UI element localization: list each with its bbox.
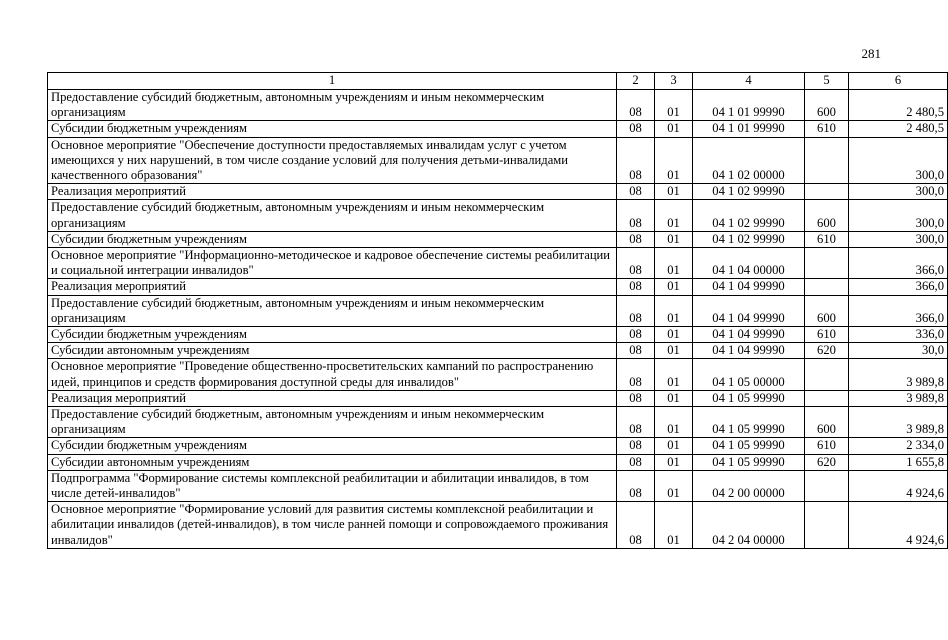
- row-type-cell: [805, 390, 849, 406]
- row-type-cell: [805, 502, 849, 549]
- row-subsection-cell: 01: [655, 470, 693, 501]
- row-type-cell: [805, 470, 849, 501]
- row-sum-cell: 2 480,5: [849, 90, 948, 121]
- row-code-cell: 04 1 01 99990: [693, 121, 805, 137]
- row-code-cell: 04 1 04 99990: [693, 343, 805, 359]
- header-col-5: 5: [805, 73, 849, 90]
- row-sum-cell: 2 334,0: [849, 438, 948, 454]
- row-code-cell: 04 1 02 99990: [693, 200, 805, 231]
- budget-table: [47, 72, 948, 549]
- row-section-cell: 08: [617, 470, 655, 501]
- page-number: 281: [861, 46, 881, 61]
- row-name-cell: Субсидии автономным учреждениям: [48, 343, 617, 359]
- row-sum-cell: 3 989,8: [849, 407, 948, 438]
- table-row: [48, 502, 948, 549]
- row-section-cell: 08: [617, 390, 655, 406]
- row-sum-cell: 2 480,5: [849, 121, 948, 137]
- row-code-cell: 04 1 04 99990: [693, 279, 805, 295]
- row-subsection-cell: 01: [655, 279, 693, 295]
- row-code-cell: 04 1 05 99990: [693, 438, 805, 454]
- row-subsection-cell: 01: [655, 90, 693, 121]
- row-sum-cell: 4 924,6: [849, 470, 948, 501]
- header-col-2: 2: [617, 73, 655, 90]
- row-sum-cell: 300,0: [849, 231, 948, 247]
- row-name-cell: Реализация мероприятий: [48, 279, 617, 295]
- row-subsection-cell: 01: [655, 343, 693, 359]
- row-code-cell: 04 1 02 00000: [693, 137, 805, 184]
- row-sum-cell: 1 655,8: [849, 454, 948, 470]
- row-subsection-cell: 01: [655, 200, 693, 231]
- row-subsection-cell: 01: [655, 295, 693, 326]
- row-name-cell: Предоставление субсидий бюджетным, автономным учреждениям и иным некоммерческим организациям: [48, 200, 617, 231]
- row-code-cell: 04 1 02 99990: [693, 231, 805, 247]
- row-section-cell: 08: [617, 248, 655, 279]
- row-section-cell: 08: [617, 295, 655, 326]
- table-row: [48, 279, 948, 295]
- row-code-cell: 04 1 04 99990: [693, 295, 805, 326]
- row-sum-cell: 336,0: [849, 327, 948, 343]
- row-code-cell: 04 1 05 99990: [693, 407, 805, 438]
- row-section-cell: 08: [617, 454, 655, 470]
- row-name-cell: Реализация мероприятий: [48, 184, 617, 200]
- row-type-cell: [805, 359, 849, 390]
- row-sum-cell: 3 989,8: [849, 390, 948, 406]
- row-subsection-cell: 01: [655, 502, 693, 549]
- row-type-cell: 610: [805, 327, 849, 343]
- table-row: [48, 231, 948, 247]
- row-section-cell: 08: [617, 407, 655, 438]
- table-row: [48, 184, 948, 200]
- row-name-cell: Субсидии бюджетным учреждениям: [48, 327, 617, 343]
- row-subsection-cell: 01: [655, 407, 693, 438]
- table-row: [48, 343, 948, 359]
- table-row: [48, 90, 948, 121]
- row-code-cell: 04 1 05 99990: [693, 454, 805, 470]
- row-sum-cell: 4 924,6: [849, 502, 948, 549]
- row-subsection-cell: 01: [655, 137, 693, 184]
- row-type-cell: [805, 279, 849, 295]
- row-code-cell: 04 1 05 00000: [693, 359, 805, 390]
- row-section-cell: 08: [617, 502, 655, 549]
- row-code-cell: 04 1 05 99990: [693, 390, 805, 406]
- row-type-cell: 600: [805, 407, 849, 438]
- row-code-cell: 04 2 04 00000: [693, 502, 805, 549]
- row-code-cell: 04 1 02 99990: [693, 184, 805, 200]
- row-name-cell: Субсидии бюджетным учреждениям: [48, 438, 617, 454]
- row-name-cell: Основное мероприятие "Проведение общественно-просветительских кампаний по распространению идей, принципов и средств формирования доступной среды для инвалидов": [48, 359, 617, 390]
- row-name-cell: Подпрограмма "Формирование системы комплексной реабилитации и абилитации инвалидов, в том числе детей-инвалидов": [48, 470, 617, 501]
- row-type-cell: 600: [805, 200, 849, 231]
- row-type-cell: [805, 184, 849, 200]
- row-subsection-cell: 01: [655, 248, 693, 279]
- row-type-cell: 600: [805, 90, 849, 121]
- row-subsection-cell: 01: [655, 454, 693, 470]
- table-row: [48, 200, 948, 231]
- table-row: [48, 390, 948, 406]
- row-sum-cell: 300,0: [849, 137, 948, 184]
- row-name-cell: Реализация мероприятий: [48, 390, 617, 406]
- header-col-3: 3: [655, 73, 693, 90]
- header-row: [48, 73, 948, 90]
- row-name-cell: Предоставление субсидий бюджетным, автономным учреждениям и иным некоммерческим организациям: [48, 295, 617, 326]
- row-type-cell: 620: [805, 343, 849, 359]
- row-name-cell: Основное мероприятие "Обеспечение доступности предоставляемых инвалидам услуг с учетом имеющихся у них нарушений, в том числе создание условий для получения детьми-инвалидами качественного образования": [48, 137, 617, 184]
- row-section-cell: 08: [617, 279, 655, 295]
- row-name-cell: Основное мероприятие "Формирование условий для развития системы комплексной реабилитации и абилитации инвалидов (детей-инвалидов), в том числе ранней помощи и сопровождаемого проживания инвалидов": [48, 502, 617, 549]
- row-section-cell: 08: [617, 184, 655, 200]
- row-subsection-cell: 01: [655, 327, 693, 343]
- table-row: [48, 327, 948, 343]
- header-col-1: 1: [48, 73, 617, 90]
- row-code-cell: 04 1 01 99990: [693, 90, 805, 121]
- row-section-cell: 08: [617, 200, 655, 231]
- row-subsection-cell: 01: [655, 231, 693, 247]
- row-type-cell: [805, 137, 849, 184]
- row-sum-cell: 300,0: [849, 200, 948, 231]
- row-section-cell: 08: [617, 343, 655, 359]
- table-row: [48, 137, 948, 184]
- row-subsection-cell: 01: [655, 359, 693, 390]
- row-code-cell: 04 1 04 99990: [693, 327, 805, 343]
- row-subsection-cell: 01: [655, 184, 693, 200]
- row-subsection-cell: 01: [655, 390, 693, 406]
- row-sum-cell: 366,0: [849, 279, 948, 295]
- row-section-cell: 08: [617, 137, 655, 184]
- row-type-cell: 610: [805, 231, 849, 247]
- row-type-cell: 610: [805, 438, 849, 454]
- row-name-cell: Субсидии автономным учреждениям: [48, 454, 617, 470]
- row-sum-cell: 30,0: [849, 343, 948, 359]
- header-col-6: 6: [849, 73, 948, 90]
- row-type-cell: 610: [805, 121, 849, 137]
- row-code-cell: 04 1 04 00000: [693, 248, 805, 279]
- row-type-cell: [805, 248, 849, 279]
- row-section-cell: 08: [617, 327, 655, 343]
- table-row: [48, 454, 948, 470]
- row-name-cell: Основное мероприятие "Информационно-методическое и кадровое обеспечение системы реабилитации и социальной интеграции инвалидов": [48, 248, 617, 279]
- row-name-cell: Субсидии бюджетным учреждениям: [48, 121, 617, 137]
- row-section-cell: 08: [617, 231, 655, 247]
- table-row: [48, 438, 948, 454]
- row-type-cell: 600: [805, 295, 849, 326]
- table-row: [48, 295, 948, 326]
- table-body: [48, 90, 948, 549]
- row-subsection-cell: 01: [655, 121, 693, 137]
- row-type-cell: 620: [805, 454, 849, 470]
- table-row: [48, 359, 948, 390]
- row-section-cell: 08: [617, 90, 655, 121]
- row-sum-cell: 366,0: [849, 248, 948, 279]
- table-row: [48, 121, 948, 137]
- row-section-cell: 08: [617, 438, 655, 454]
- row-code-cell: 04 2 00 00000: [693, 470, 805, 501]
- row-section-cell: 08: [617, 121, 655, 137]
- row-section-cell: 08: [617, 359, 655, 390]
- header-col-4: 4: [693, 73, 805, 90]
- row-sum-cell: 366,0: [849, 295, 948, 326]
- row-subsection-cell: 01: [655, 438, 693, 454]
- table-row: [48, 407, 948, 438]
- row-name-cell: Предоставление субсидий бюджетным, автономным учреждениям и иным некоммерческим организациям: [48, 90, 617, 121]
- table-row: [48, 248, 948, 279]
- table-row: [48, 470, 948, 501]
- row-name-cell: Предоставление субсидий бюджетным, автономным учреждениям и иным некоммерческим организациям: [48, 407, 617, 438]
- row-sum-cell: 3 989,8: [849, 359, 948, 390]
- row-sum-cell: 300,0: [849, 184, 948, 200]
- row-name-cell: Субсидии бюджетным учреждениям: [48, 231, 617, 247]
